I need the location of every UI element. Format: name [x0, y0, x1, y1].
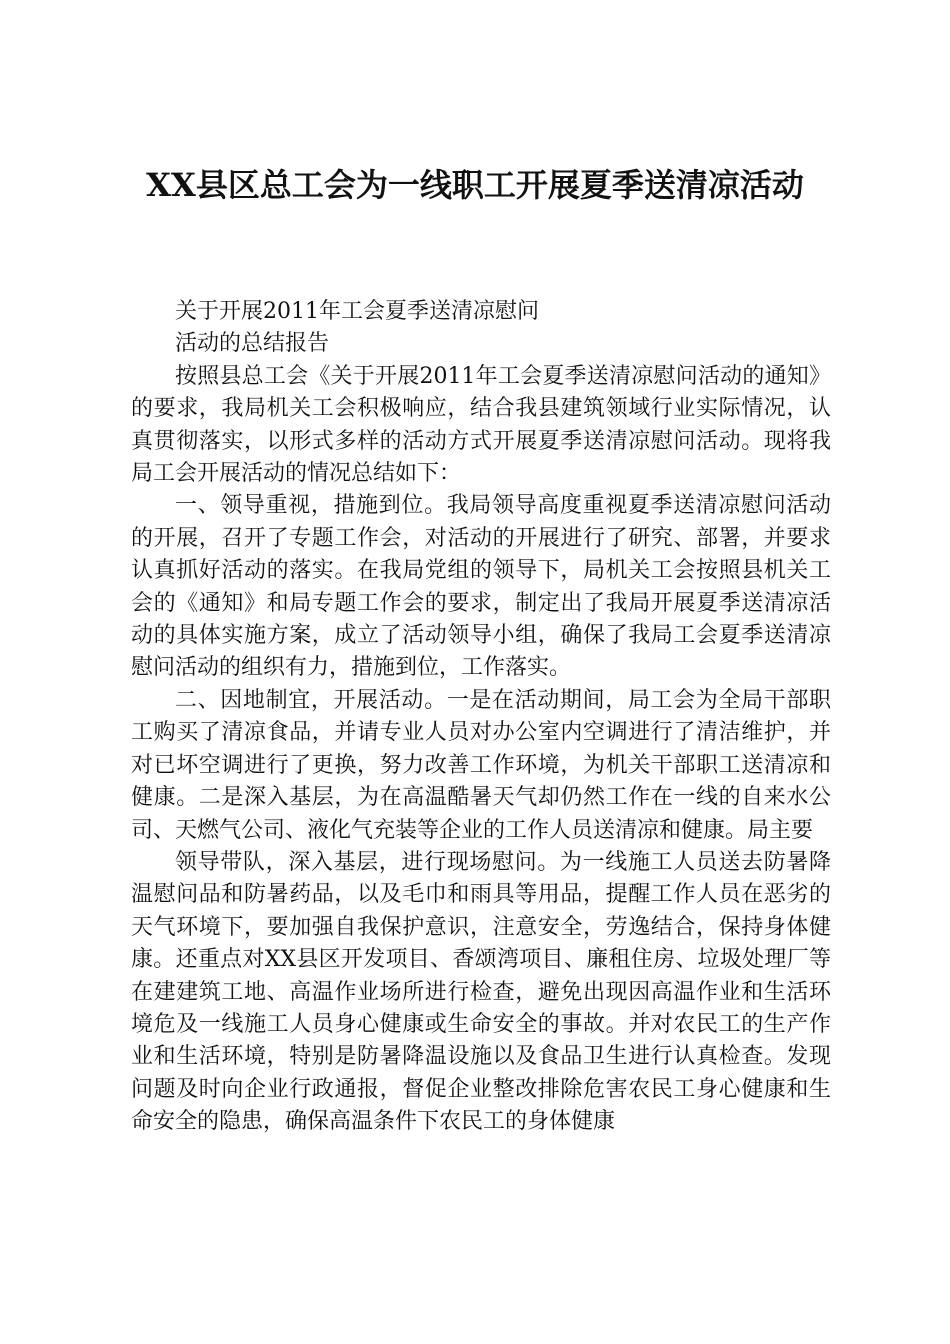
paragraph-section-2: 二、因地制宜，开展活动。一是在活动期间，局工会为全局干部职工购买了清凉食品，并请专业人员对办公室内空调进行了清洁维护，并对已坏空调进行了更换，努力改善工作环境，为机关干部职工送清凉和健康。二是深入基层，为在高温酷暑天气却仍然工作在一线的自来水公司、天燃气公司、液化气充装等企业的工作人员送清凉和健康。局主要 — [131, 687, 831, 843]
document-title: XX县区总工会为一线职工开展夏季送清凉活动 — [146, 166, 804, 204]
document-body — [131, 296, 831, 1139]
paragraph-section-2-continued: 领导带队，深入基层，进行现场慰问。为一线施工人员送去防暑降温慰问品和防暑药品，以及毛巾和雨具等用品，提醒工作人员在恶劣的天气环境下，要加强自我保护意识，注意安全，劳逸结合，保持身体健康。还重点对XX县区开发项目、香颂湾项目、廉租住房、垃圾处理厂等在建建筑工地、高温作业场所进行检查，避免出现因高温作业和生活环境危及一线施工人员身心健康或生命安全的事故。并对农民工的生产作业和生活环境，特别是防暑降温设施以及食品卫生进行认真检查。发现问题及时向企业行政通报，督促企业整改排除危害农民工身心健康和生命安全的隐患，确保高温条件下农民工的身体健康 — [131, 849, 831, 1135]
paragraph-intro: 按照县总工会《关于开展2011年工会夏季送清凉慰问活动的通知》的要求，我局机关工会积极响应，结合我县建筑领域行业实际情况，认真贯彻落实，以形式多样的活动方式开展夏季送清凉慰问活动。现将我局工会开展活动的情况总结如下： — [131, 363, 831, 487]
paragraph-subtitle-line-2: 活动的总结报告 — [175, 331, 330, 357]
paragraph-section-1: 一、领导重视，措施到位。我局领导高度重视夏季送清凉慰问活动的开展，召开了专题工作会，对活动的开展进行了研究、部署，并要求认真抓好活动的落实。在我局党组的领导下，局机关工会按照县机关工会的《通知》和局专题工作会的要求，制定出了我局开展夏季送清凉活动的具体实施方案，成立了活动领导小组，确保了我局工会夏季送清凉慰问活动的组织有力，措施到位，工作落实。 — [131, 493, 831, 681]
paragraph-subtitle-line-1: 关于开展2011年工会夏季送清凉慰问 — [175, 299, 539, 324]
